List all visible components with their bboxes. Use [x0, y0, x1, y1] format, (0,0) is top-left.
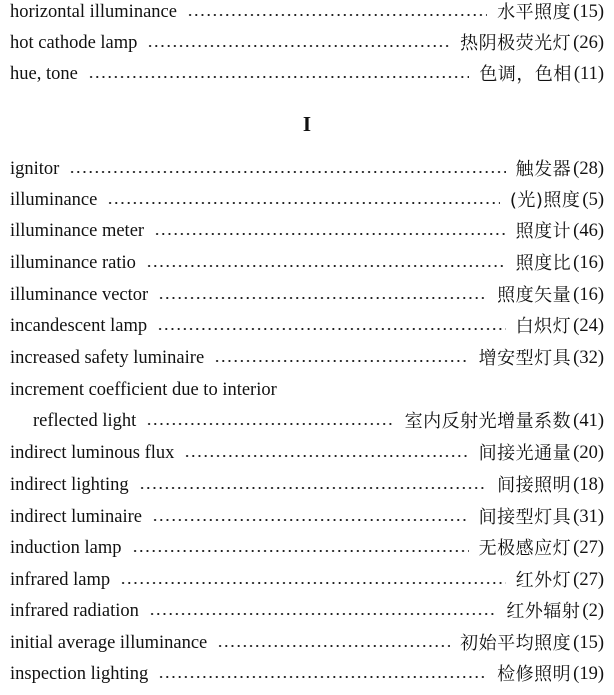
entry-page-ref: (5)	[582, 190, 604, 210]
entry-term: initial average illuminance	[10, 633, 208, 653]
glossary-entry	[10, 154, 604, 185]
leader-dots	[128, 533, 473, 564]
entry-translation: 热阴极荧光灯	[460, 33, 572, 54]
entry-translation: 红外灯	[515, 570, 572, 591]
entry-translation: 照度矢量	[497, 285, 572, 306]
entry-translation: (光)照度	[509, 190, 581, 211]
entry-term: increment coefficient due to interior	[10, 380, 277, 400]
entry-translation: 无极感应灯	[478, 538, 572, 559]
entry-translation: 照度比	[515, 253, 572, 274]
entry-translation: 间接型灯具	[478, 507, 572, 528]
entry-translation: 白炽灯	[515, 316, 572, 337]
entry-term: illuminance	[10, 190, 98, 210]
entry-page-ref: (2)	[582, 601, 604, 621]
entry-translation: 水平照度	[497, 2, 572, 23]
glossary-entry	[10, 280, 604, 311]
glossary-entry	[10, 470, 604, 501]
leader-dots	[153, 311, 510, 342]
leader-dots	[213, 628, 454, 659]
entry-page-ref: (15)	[573, 633, 604, 653]
entry-page-ref: (27)	[573, 570, 604, 590]
entry-page-ref: (16)	[573, 285, 604, 305]
entry-page-ref: (32)	[573, 348, 604, 368]
leader-dots	[84, 59, 474, 90]
entry-page-ref: (16)	[573, 253, 604, 273]
glossary-entry	[10, 533, 604, 564]
entry-translation: 间接光通量	[478, 443, 572, 464]
glossary-entry	[10, 596, 604, 627]
entry-term: hue, tone	[10, 64, 78, 84]
entry-term: indirect lighting	[10, 475, 129, 495]
leader-dots	[210, 343, 473, 374]
entry-page-ref: (15)	[573, 2, 604, 22]
leader-dots	[143, 28, 454, 59]
leader-dots	[150, 216, 510, 247]
leader-dots	[103, 185, 504, 216]
leader-dots	[183, 0, 491, 28]
glossary-entry	[10, 659, 604, 690]
leader-dots	[145, 596, 501, 627]
leader-dots	[135, 470, 491, 501]
entry-term: induction lamp	[10, 538, 122, 558]
leader-dots	[142, 406, 398, 437]
leader-dots	[154, 280, 491, 311]
glossary-entry	[10, 0, 604, 28]
glossary-entry-line2	[33, 406, 604, 437]
entry-translation: 触发器	[515, 159, 572, 180]
entry-page-ref: (24)	[573, 316, 604, 336]
leader-dots	[142, 248, 510, 279]
leader-dots	[154, 659, 491, 690]
glossary-entry	[10, 248, 604, 279]
entry-term: illuminance meter	[10, 221, 145, 241]
glossary-entry	[10, 216, 604, 247]
entry-term: illuminance vector	[10, 285, 149, 305]
section-heading: I	[302, 112, 312, 136]
entry-page-ref: (11)	[573, 64, 604, 84]
leader-dots	[180, 438, 472, 469]
leader-dots	[148, 502, 473, 533]
entry-page-ref: (28)	[573, 159, 604, 179]
glossary-entry	[10, 28, 604, 59]
glossary-entry	[10, 343, 604, 374]
entry-term: ignitor	[10, 159, 60, 179]
entry-page-ref: (41)	[573, 411, 604, 431]
entry-page-ref: (26)	[573, 33, 604, 53]
entry-page-ref: (20)	[573, 443, 604, 463]
entry-translation: 增安型灯具	[478, 348, 572, 369]
entry-translation: 色调，色相	[479, 64, 572, 85]
entry-term: horizontal illuminance	[10, 2, 177, 22]
leader-dots	[65, 154, 509, 185]
entry-translation: 红外辐射	[506, 601, 581, 622]
entry-page-ref: (19)	[573, 664, 604, 684]
entry-term: illuminance ratio	[10, 253, 136, 273]
entry-page-ref: (18)	[573, 475, 604, 495]
entry-term-continued: reflected light	[33, 411, 137, 431]
entry-page-ref: (27)	[573, 538, 604, 558]
entry-term: hot cathode lamp	[10, 33, 138, 53]
glossary-entry	[10, 628, 604, 659]
entry-page-ref: (46)	[573, 221, 604, 241]
entry-term: increased safety luminaire	[10, 348, 205, 368]
glossary-entry	[10, 59, 604, 90]
entry-translation: 检修照明	[497, 664, 572, 685]
glossary-entry	[10, 185, 604, 216]
entry-translation: 室内反射光增量系数	[404, 411, 572, 432]
entry-page-ref: (31)	[573, 507, 604, 527]
glossary-entry-line1	[10, 375, 604, 406]
glossary-entry	[10, 502, 604, 533]
entry-term: inspection lighting	[10, 664, 149, 684]
glossary-entry	[10, 438, 604, 469]
entry-translation: 间接照明	[497, 475, 572, 496]
entry-term: indirect luminous flux	[10, 443, 175, 463]
glossary-entry	[10, 311, 604, 342]
entry-term: infrared lamp	[10, 570, 111, 590]
entry-term: infrared radiation	[10, 601, 139, 621]
leader-dots	[116, 565, 510, 596]
entry-translation: 照度计	[515, 221, 572, 242]
entry-term: incandescent lamp	[10, 316, 148, 336]
entry-translation: 初始平均照度	[460, 633, 572, 654]
entry-term: indirect luminaire	[10, 507, 143, 527]
glossary-entry	[10, 565, 604, 596]
